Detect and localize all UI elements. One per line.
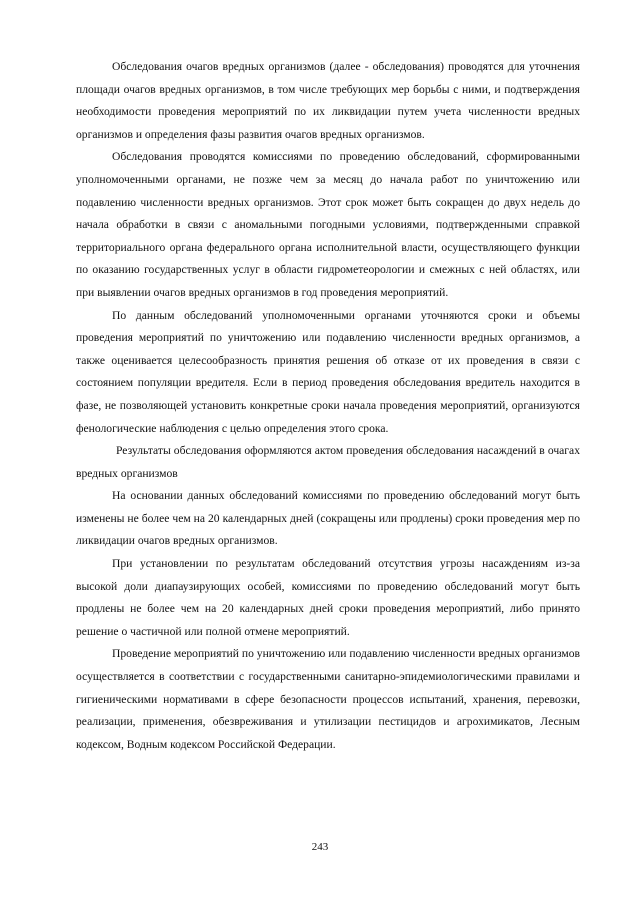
paragraph-surveys-purpose: Обследования очагов вредных организмов (далее - обследования) проводятся для уточнения площади очагов вредных организмов, в том числе требующих мер борьбы с ними, и подтверждения необходимости проведения мероприятий по их ликвидации путем учета численности вредных организмов и определения фазы развития очагов вредных организмов.	[76, 60, 580, 141]
paragraph-deadline-changes: На основании данных обследований комиссиями по проведению обследований могут быть изменены не более чем на 20 календарных дней (сокращены или продлены) сроки проведения мер по ликвидации очагов вредных организмов.	[76, 489, 580, 548]
paragraph-survey-results: Результаты обследования оформляются актом проведения обследования насаждений в очагах вредных организмов	[76, 444, 580, 480]
paragraph-surveys-commissions: Обследования проводятся комиссиями по проведению обследований, сформированными уполномоченными органами, не позже чем за месяц до начала работ по уничтожению или подавлению численности вредных организмов. Этот срок может быть сокращен до двух недель до начала обработки в связи с аномальными погодными условиями, подтвержденными справкой территориального органа федерального органа исполнительной власти, осуществляющего функции по оказанию государственных услуг в области гидрометеорологии и смежных с ней областях, или при выявлении очагов вредных организмов в год проведения мероприятий.	[76, 150, 580, 299]
paragraph-no-threat: При установлении по результатам обследований отсутствия угрозы насаждениям из-за высокой доли диапаузирующих особей, комиссиями по проведению обследований могут быть продлены не более чем на 20 календарных дней сроки проведения мероприятий, либо принято решение о частичной или полной отмене мероприятий.	[76, 557, 580, 638]
paragraph-regulations: Проведение мероприятий по уничтожению или подавлению численности вредных организмов осуществляется в соответствии с государственными санитарно-эпидемиологическими правилами и гигиеническими нормативами в сфере безопасности процессов испытаний, хранения, перевозки, реализации, применения, обезвреживания и утилизации пестицидов и агрохимикатов, Лесным кодексом, Водным кодексом Российской Федерации.	[76, 647, 580, 751]
page-number: 243	[311, 841, 329, 853]
paragraph-survey-data: По данным обследований уполномоченными органами уточняются сроки и объемы проведения мероприятий по уничтожению или подавлению численности вредных организмов, а также оценивается целесообразность принятия решения об отказе от их проведения в связи с состоянием популяции вредителя. Если в период проведения обследования вредитель находится в фазе, не позволяющей установить конкретные сроки начала проведения мероприятий, организуются фенологические наблюдения с целью определения этого срока.	[76, 308, 580, 435]
document-page	[76, 56, 580, 756]
